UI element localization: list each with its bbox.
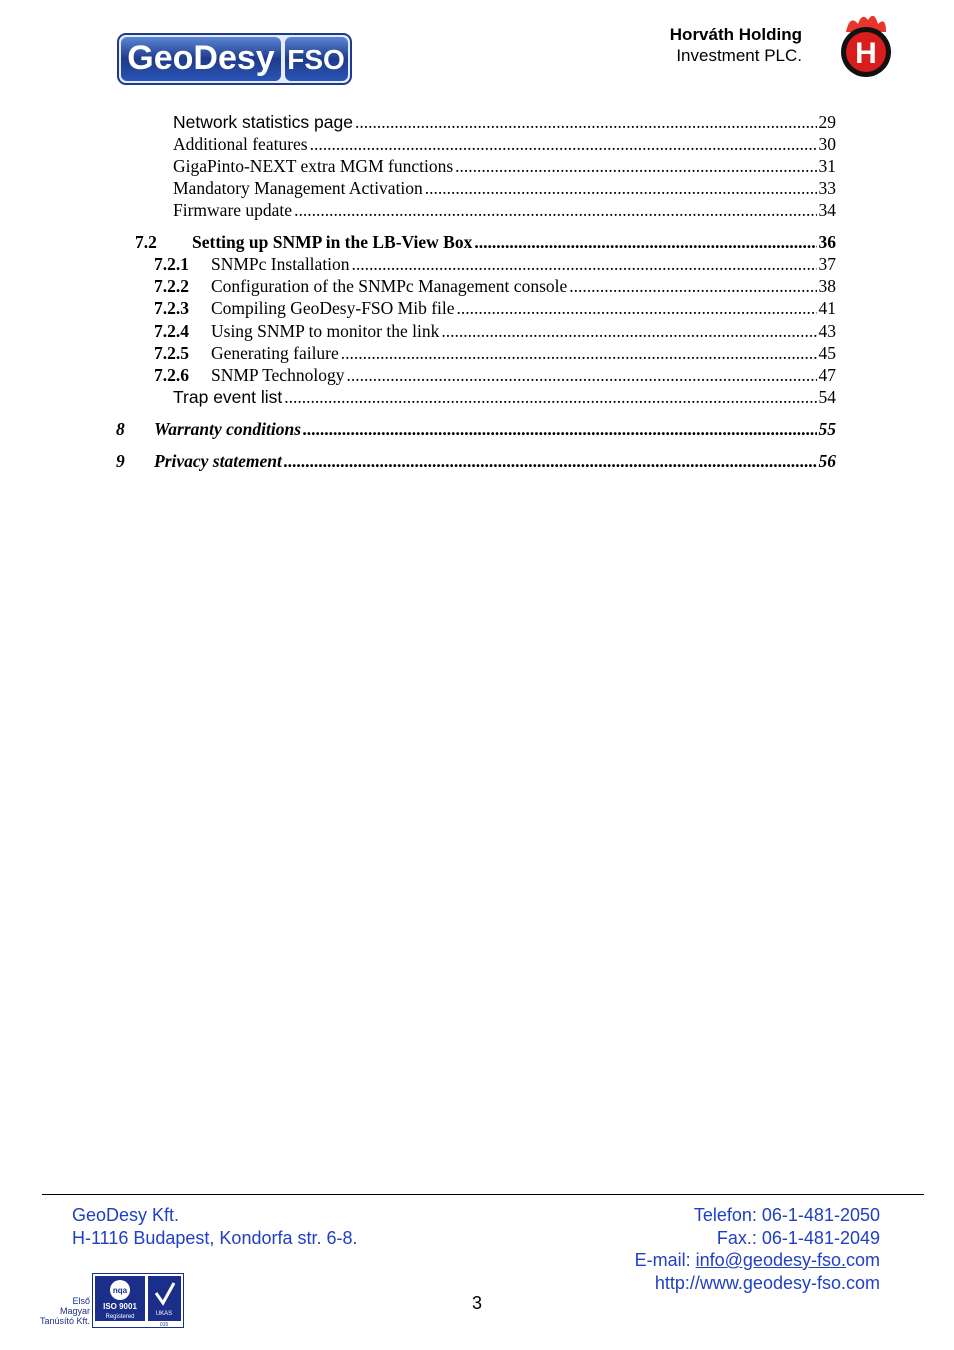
toc-entry[interactable] [0, 133, 954, 155]
toc-entry-title: GigaPinto-NEXT extra MGM functions [173, 156, 454, 176]
toc-entry-title: SNMP Technology [211, 365, 345, 385]
toc-leader-dots [310, 133, 817, 155]
toc-entry-title: Firmware update [173, 200, 293, 220]
toc-entry-title: Network statistics page [173, 112, 353, 132]
footer-company: GeoDesy Kft. [72, 1205, 180, 1225]
company-block [670, 24, 802, 66]
toc-entry[interactable] [0, 418, 954, 440]
toc-entry-page: 56 [818, 451, 836, 471]
footer-contact-block [635, 1204, 880, 1294]
footer-address: H-1116 Budapest, Kondorfa str. 6-8. [72, 1227, 358, 1248]
footer-website[interactable]: http://www.geodesy-fso.com [654, 1272, 880, 1293]
toc-entry-number: 7.2 [135, 232, 157, 252]
toc-entry[interactable] [0, 155, 954, 177]
toc-leader-dots [355, 111, 817, 133]
toc-entry-page: 47 [818, 365, 836, 385]
footer-email-tail: com [845, 1250, 880, 1270]
toc-entry-page: 55 [818, 419, 836, 439]
toc-leader-dots [303, 418, 817, 440]
footer-email-label: E-mail: [634, 1250, 696, 1270]
toc-entry-page: 31 [818, 156, 836, 176]
toc-entry-number: 7.2.3 [154, 298, 189, 318]
cert-code: 015 [159, 1322, 169, 1328]
page-number: 3 [471, 1293, 482, 1313]
toc-entry-title: Configuration of the SNMPc Management console [211, 276, 568, 296]
cert-registered: Registered [105, 1314, 135, 1320]
toc-leader-dots [284, 386, 816, 408]
toc-entry-number: 7.2.2 [154, 276, 189, 296]
toc-entry-number: 8 [116, 419, 125, 439]
company-name: Horváth Holding [669, 25, 802, 44]
cert-ukas: UKAS [155, 1311, 173, 1317]
toc-entry-page: 41 [818, 298, 836, 318]
company-sub: Investment PLC. [676, 46, 802, 65]
toc-entry-number: 7.2.5 [154, 343, 189, 363]
toc-entry-title: Warranty conditions [154, 419, 301, 439]
footer-email-link[interactable]: info@geodesy-fso. [695, 1250, 846, 1270]
toc-leader-dots [455, 155, 816, 177]
cert-nqa: nqa [112, 1286, 128, 1295]
h-logo-letter: H [855, 37, 877, 70]
geodesy-fso-logo [117, 33, 352, 85]
toc-entry[interactable] [0, 450, 954, 472]
toc-entry-page: 54 [818, 387, 836, 407]
footer-phone: Telefon: 06-1-481-2050 [693, 1205, 880, 1225]
cert-line2: Magyar [59, 1306, 90, 1316]
toc-entry-page: 45 [818, 343, 836, 363]
footer-email-line [635, 1249, 880, 1272]
cert-line1: Első [72, 1296, 90, 1306]
toc-leader-dots [425, 177, 817, 199]
toc-entry-page: 36 [818, 232, 836, 252]
toc-leader-dots [341, 342, 817, 364]
footer-fax: Fax.: 06-1-481-2049 [716, 1227, 880, 1248]
toc-entry[interactable] [0, 231, 954, 253]
toc-entry-title: Additional features [173, 134, 308, 154]
toc-entry-title: Mandatory Management Activation [173, 178, 423, 198]
toc-entry[interactable] [0, 320, 954, 342]
toc-leader-dots [474, 231, 816, 253]
toc-leader-dots [294, 199, 816, 221]
toc-leader-dots [441, 320, 816, 342]
toc-leader-dots [284, 450, 817, 472]
toc-entry-page: 38 [818, 276, 836, 296]
toc-entry-title: Generating failure [211, 343, 339, 363]
toc-leader-dots [569, 275, 816, 297]
toc-entry-number: 7.2.6 [154, 365, 189, 385]
toc-entry-title: Compiling GeoDesy-FSO Mib file [211, 298, 455, 318]
toc-entry-title: SNMPc Installation [211, 254, 350, 274]
cert-issuer-text [36, 1296, 90, 1326]
toc-entry-number: 7.2.4 [154, 321, 189, 341]
toc-entry-page: 33 [818, 178, 836, 198]
toc-entry-page: 29 [818, 112, 836, 132]
logo-badge-text: FSO [287, 44, 345, 75]
toc-entry[interactable] [0, 177, 954, 199]
toc-entry-page: 37 [818, 254, 836, 274]
toc-entry-number: 9 [116, 451, 125, 471]
cert-iso: ISO 9001 [103, 1302, 137, 1311]
toc-entry[interactable] [0, 111, 954, 133]
toc-entry[interactable] [0, 199, 954, 221]
toc-entry[interactable] [0, 253, 954, 275]
toc-leader-dots [346, 364, 816, 386]
iso-certification-logo [92, 1273, 184, 1328]
cert-line3: Tanúsító Kft. [39, 1316, 90, 1326]
horvath-holding-logo [836, 10, 896, 80]
toc-entry[interactable] [0, 364, 954, 386]
toc-entry-page: 34 [818, 200, 836, 220]
toc-entry[interactable] [0, 342, 954, 364]
logo-main-text: GeoDesy [127, 39, 275, 77]
footer-address-block [72, 1204, 358, 1249]
toc-entry-title: Using SNMP to monitor the link [211, 321, 440, 341]
toc-entry-number: 7.2.1 [154, 254, 189, 274]
toc-entry-title: Trap event list [173, 387, 283, 407]
toc-entry[interactable] [0, 386, 954, 408]
toc-entry[interactable] [0, 275, 954, 297]
toc-entry-page: 30 [818, 134, 836, 154]
toc-entry-title: Setting up SNMP in the LB-View Box [192, 232, 473, 252]
toc-leader-dots [352, 253, 817, 275]
toc-entry[interactable] [0, 297, 954, 319]
footer-divider [42, 1194, 924, 1195]
toc-leader-dots [457, 297, 817, 319]
toc-entry-title: Privacy statement [154, 451, 282, 471]
toc-entry-page: 43 [818, 321, 836, 341]
